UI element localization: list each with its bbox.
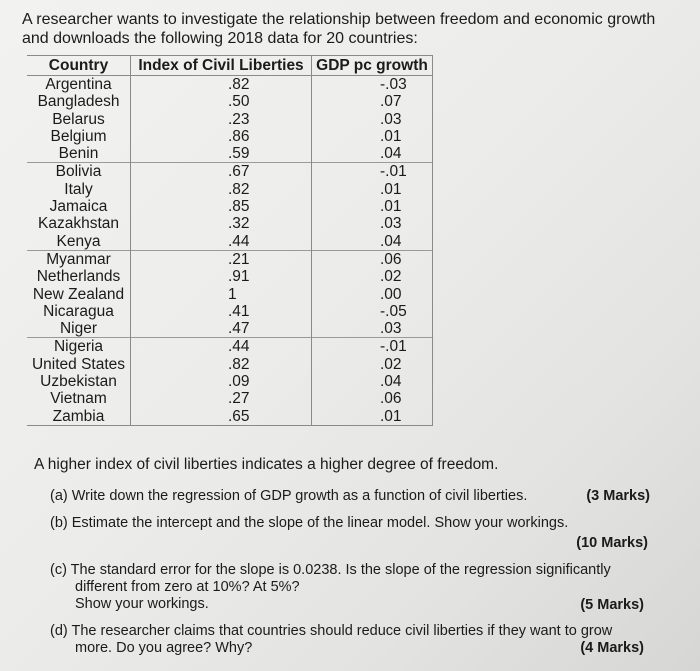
question-c-line1: (c) The standard error for the slope is 0.0238. Is the slope of the regression significantly bbox=[50, 562, 611, 578]
cell-gdp-growth bbox=[312, 111, 433, 128]
cell-civil-liberties bbox=[131, 215, 312, 232]
table-row bbox=[27, 93, 433, 110]
table-row bbox=[27, 390, 433, 407]
table-header-row bbox=[27, 56, 433, 76]
cell-civil-liberties bbox=[131, 320, 312, 338]
civil-liberties-value: .41 bbox=[228, 302, 250, 320]
question-c-line2: different from zero at 10%? At 5%? bbox=[75, 579, 300, 595]
question-d bbox=[50, 623, 650, 659]
cell-civil-liberties bbox=[131, 408, 312, 426]
gdp-growth-value: .07 bbox=[380, 93, 402, 111]
cell-country: Nicaragua bbox=[43, 302, 114, 320]
question-a bbox=[50, 488, 650, 505]
cell-gdp-growth bbox=[312, 303, 433, 320]
civil-liberties-value: .59 bbox=[228, 145, 250, 163]
table-row bbox=[27, 233, 433, 251]
gdp-growth-value: -.01 bbox=[380, 163, 407, 181]
gdp-growth-value: .06 bbox=[380, 250, 402, 268]
cell-civil-liberties bbox=[131, 356, 312, 373]
table-row bbox=[27, 163, 433, 181]
gdp-growth-value: .04 bbox=[380, 145, 402, 163]
civil-liberties-value: .85 bbox=[228, 198, 250, 216]
cell-country: Kazakhstan bbox=[38, 215, 119, 233]
cell-country: Vietnam bbox=[50, 390, 107, 408]
cell-country: Kenya bbox=[56, 232, 101, 250]
cell-country: Niger bbox=[59, 320, 98, 338]
civil-liberties-value: .82 bbox=[228, 355, 250, 373]
cell-civil-liberties bbox=[131, 111, 312, 128]
gdp-growth-value: .01 bbox=[380, 198, 402, 216]
gdp-growth-value: .06 bbox=[380, 390, 402, 408]
cell-civil-liberties bbox=[131, 373, 312, 390]
civil-liberties-value: .47 bbox=[228, 320, 250, 338]
cell-country: Belarus bbox=[52, 110, 105, 128]
cell-gdp-growth bbox=[312, 215, 433, 232]
civil-liberties-value: .09 bbox=[228, 373, 250, 391]
cell-gdp-growth bbox=[312, 181, 433, 198]
intro-text: A researcher wants to investigate the relationship between freedom and economic growth and downloads the following 2018 data for 20 countries: bbox=[22, 11, 656, 47]
cell-gdp-growth bbox=[312, 408, 433, 426]
cell-civil-liberties bbox=[131, 198, 312, 215]
civil-liberties-value: .82 bbox=[228, 76, 250, 93]
cell-gdp-growth bbox=[312, 286, 433, 303]
question-d-marks: (4 Marks) bbox=[580, 640, 644, 656]
table-row bbox=[27, 250, 433, 268]
table-row bbox=[27, 111, 433, 128]
question-a-text: (a) Write down the regression of GDP growth as a function of civil liberties. bbox=[50, 488, 528, 504]
question-d-line2: more. Do you agree? Why? bbox=[75, 640, 253, 656]
cell-civil-liberties bbox=[131, 181, 312, 198]
cell-country: Argentina bbox=[45, 76, 112, 93]
note-text: A higher index of civil liberties indicates a higher degree of freedom. bbox=[34, 456, 499, 473]
civil-liberties-value: .86 bbox=[228, 127, 250, 145]
table-row bbox=[27, 198, 433, 215]
gdp-growth-value: .04 bbox=[380, 232, 402, 250]
question-a-marks: (3 Marks) bbox=[586, 488, 650, 504]
civil-liberties-value: .44 bbox=[228, 338, 250, 356]
cell-gdp-growth bbox=[312, 145, 433, 163]
cell-country: Myanmar bbox=[27, 250, 131, 268]
cell-civil-liberties bbox=[131, 76, 312, 94]
cell-civil-liberties bbox=[131, 338, 312, 356]
table-row bbox=[27, 268, 433, 285]
question-c-marks: (5 Marks) bbox=[580, 597, 644, 613]
cell-civil-liberties bbox=[131, 128, 312, 145]
cell-country: Italy bbox=[64, 180, 93, 198]
table-row bbox=[27, 215, 433, 232]
table-row bbox=[27, 286, 433, 303]
table-row bbox=[27, 373, 433, 390]
cell-civil-liberties bbox=[131, 250, 312, 268]
cell-gdp-growth bbox=[312, 163, 433, 181]
gdp-growth-value: -.03 bbox=[380, 76, 407, 93]
cell-country: Nigeria bbox=[27, 338, 131, 356]
cell-country: Benin bbox=[58, 145, 99, 163]
table-body bbox=[27, 76, 433, 426]
header-gdp-growth: GDP pc growth bbox=[312, 56, 433, 76]
question-d-line1: (d) The researcher claims that countries should reduce civil liberties if they want to grow bbox=[50, 623, 613, 639]
gdp-growth-value: .00 bbox=[380, 285, 402, 303]
civil-liberties-value: .65 bbox=[228, 407, 250, 425]
gdp-growth-value: .03 bbox=[380, 320, 402, 338]
gdp-growth-value: .02 bbox=[380, 355, 402, 373]
cell-gdp-growth bbox=[312, 356, 433, 373]
cell-civil-liberties bbox=[131, 286, 312, 303]
table-row bbox=[27, 145, 433, 163]
civil-liberties-value: .67 bbox=[228, 163, 250, 181]
data-table bbox=[27, 55, 433, 426]
cell-civil-liberties bbox=[131, 303, 312, 320]
question-b-text: (b) Estimate the intercept and the slope of the linear model. Show your workings. bbox=[50, 515, 569, 531]
table-row bbox=[27, 408, 433, 426]
question-c bbox=[50, 562, 650, 614]
cell-civil-liberties bbox=[131, 163, 312, 181]
cell-country: United States bbox=[31, 355, 126, 373]
question-c-line3: Show your workings. bbox=[75, 596, 209, 612]
question-b bbox=[50, 515, 650, 555]
cell-civil-liberties bbox=[131, 233, 312, 251]
cell-gdp-growth bbox=[312, 268, 433, 285]
civil-liberties-value: .27 bbox=[228, 390, 250, 408]
gdp-growth-value: -.05 bbox=[380, 302, 407, 320]
civil-liberties-value: .32 bbox=[228, 215, 250, 233]
table-row bbox=[27, 320, 433, 338]
civil-liberties-value: .21 bbox=[228, 250, 250, 268]
civil-liberties-value: 1 bbox=[228, 285, 237, 303]
cell-gdp-growth bbox=[312, 320, 433, 338]
cell-gdp-growth bbox=[312, 233, 433, 251]
table-row bbox=[27, 181, 433, 198]
cell-country: New Zealand bbox=[32, 285, 125, 303]
cell-country: Bangladesh bbox=[37, 93, 120, 111]
header-country: Country bbox=[27, 56, 131, 76]
civil-liberties-value: .23 bbox=[228, 110, 250, 128]
table-row bbox=[27, 338, 433, 356]
cell-civil-liberties bbox=[131, 145, 312, 163]
cell-gdp-growth bbox=[312, 93, 433, 110]
cell-gdp-growth bbox=[312, 390, 433, 407]
cell-civil-liberties bbox=[131, 268, 312, 285]
cell-gdp-growth bbox=[312, 76, 433, 94]
gdp-growth-value: .02 bbox=[380, 268, 402, 286]
cell-country: Zambia bbox=[27, 408, 131, 426]
cell-gdp-growth bbox=[312, 338, 433, 356]
cell-country: Bolivia bbox=[27, 163, 131, 181]
gdp-growth-value: .03 bbox=[380, 110, 402, 128]
cell-gdp-growth bbox=[312, 198, 433, 215]
header-civil-liberties: Index of Civil Liberties bbox=[131, 56, 312, 76]
cell-gdp-growth bbox=[312, 373, 433, 390]
cell-civil-liberties bbox=[131, 93, 312, 110]
civil-liberties-value: .50 bbox=[228, 93, 250, 111]
gdp-growth-value: .03 bbox=[380, 215, 402, 233]
cell-gdp-growth bbox=[312, 250, 433, 268]
cell-gdp-growth bbox=[312, 128, 433, 145]
cell-country: Belgium bbox=[50, 127, 107, 145]
gdp-growth-value: .04 bbox=[380, 373, 402, 391]
table-row bbox=[27, 128, 433, 145]
gdp-growth-value: .01 bbox=[380, 407, 402, 425]
cell-country: Uzbekistan bbox=[40, 373, 117, 391]
gdp-growth-value: -.01 bbox=[380, 338, 407, 356]
civil-liberties-value: .44 bbox=[228, 232, 250, 250]
gdp-growth-value: .01 bbox=[380, 127, 402, 145]
cell-country: Netherlands bbox=[36, 268, 121, 286]
civil-liberties-value: .82 bbox=[228, 180, 250, 198]
cell-country: Jamaica bbox=[49, 198, 108, 216]
question-b-marks: (10 Marks) bbox=[576, 535, 648, 551]
gdp-growth-value: .01 bbox=[380, 180, 402, 198]
cell-civil-liberties bbox=[131, 390, 312, 407]
table-row bbox=[27, 76, 433, 94]
table-row bbox=[27, 356, 433, 373]
civil-liberties-value: .91 bbox=[228, 268, 250, 286]
table-row bbox=[27, 303, 433, 320]
